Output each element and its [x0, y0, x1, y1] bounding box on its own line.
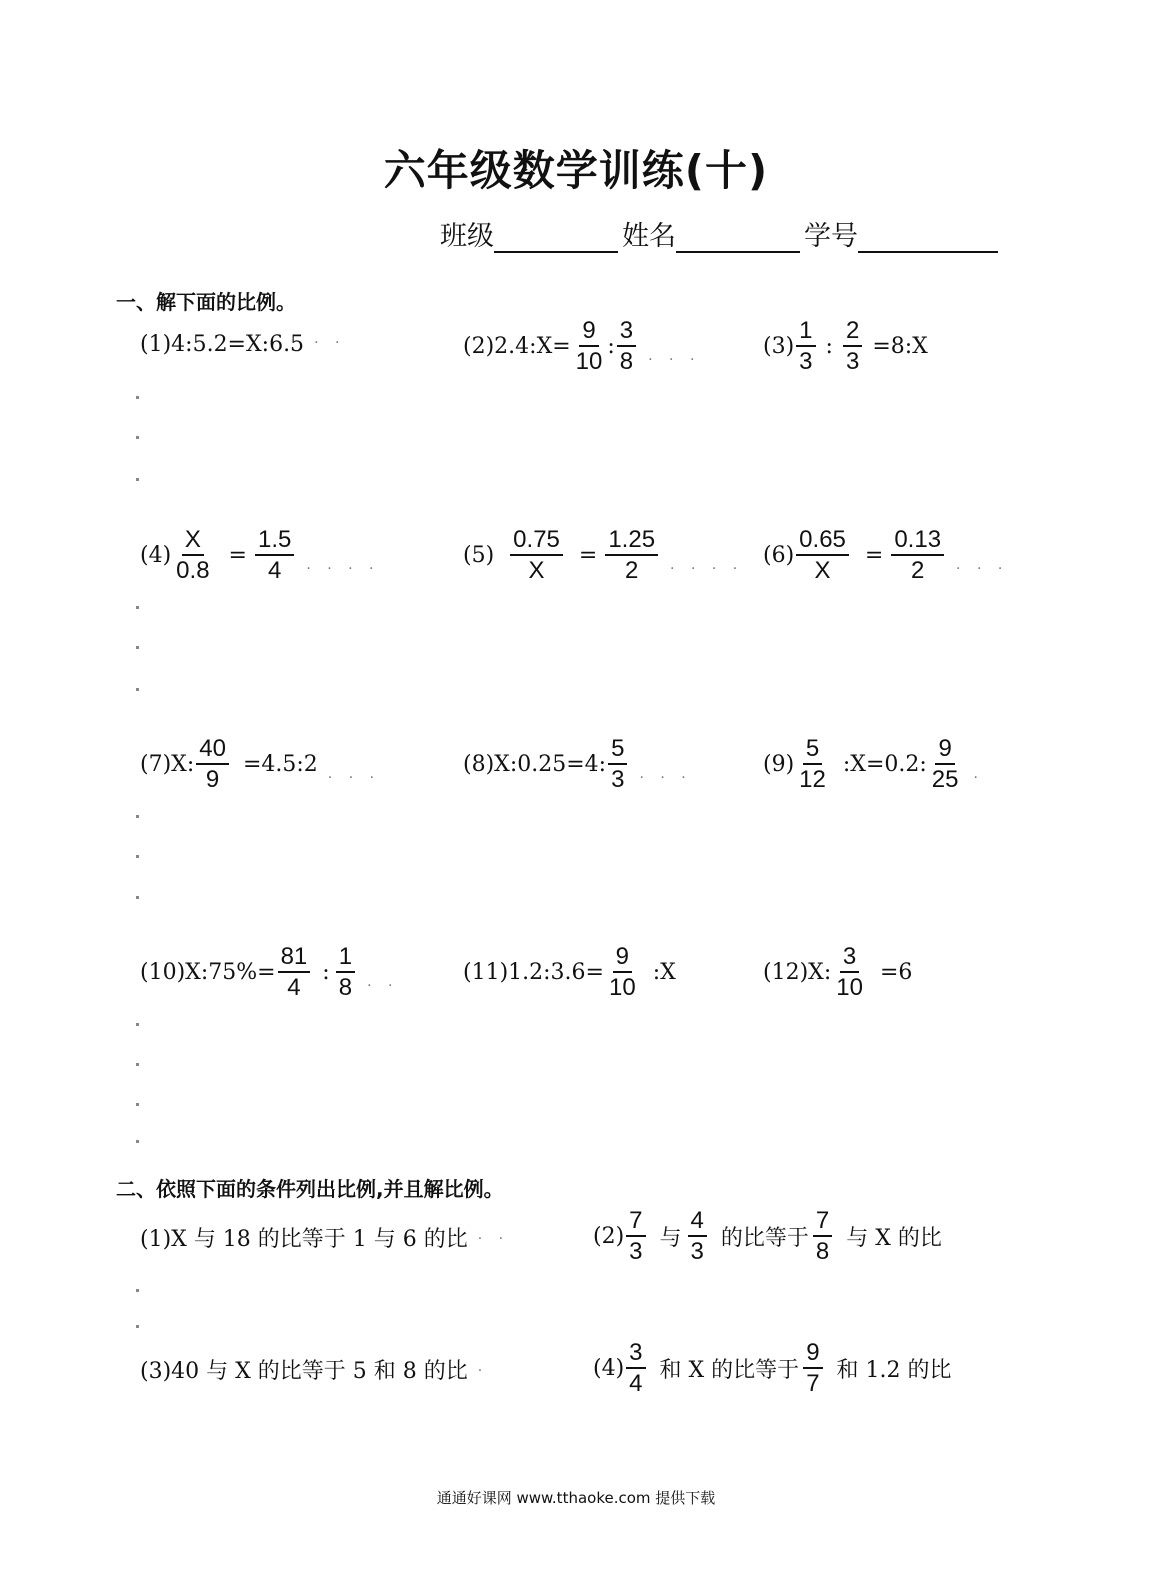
- fraction: $\frac{81}{4}$: [278, 944, 311, 1000]
- problem-2-3: (3)40 与 X 的比等于 5 和 8 的比 ·: [140, 1359, 489, 1384]
- margin-tick: [136, 396, 139, 399]
- margin-tick: [136, 1023, 139, 1026]
- fraction: $\frac{5}{12}$: [799, 735, 826, 794]
- problem-2-1: (1)X 与 18 的比等于 1 与 6 的比 · ·: [140, 1227, 510, 1252]
- problem-6: (6) $\frac{0.65}{X}$ = $\frac{0.13}{2}$ · · ·: [763, 526, 1009, 585]
- margin-tick: [136, 646, 139, 649]
- fraction: $\frac{1}{3}$: [796, 318, 815, 374]
- dot-leader: · · ·: [639, 770, 692, 787]
- margin-tick: [136, 688, 139, 691]
- section-2-heading: 二、依照下面的条件列出比例,并且解比例。: [116, 1177, 504, 1201]
- fraction: $\frac{3}{8}$: [617, 318, 636, 374]
- margin-tick: [136, 1063, 139, 1066]
- dot-leader: ·: [973, 770, 984, 787]
- problem-8: (8)X:0.25=4: $\frac{5}{3}$ · · ·: [463, 735, 692, 794]
- dot-leader: · · · ·: [670, 561, 744, 578]
- fraction: $\frac{7}{3}$: [626, 1208, 645, 1264]
- student-info-row: [440, 214, 1002, 253]
- dot-leader: · · ·: [648, 352, 701, 369]
- fraction: $\frac{1.5}{4}$: [255, 527, 294, 583]
- number-label: 学号: [804, 221, 858, 252]
- fraction: $\frac{0.13}{2}$: [891, 527, 944, 583]
- fraction: $\frac{40}{9}$: [196, 736, 229, 792]
- problem-5: (5) $\frac{0.75}{X}$ = $\frac{1.25}{2}$ · · · ·: [463, 526, 744, 585]
- fraction: $\frac{3}{10}$: [836, 943, 863, 1002]
- dot-leader: · ·: [314, 335, 346, 351]
- problem-11: (11)1.2:3.6= $\frac{9}{10}$ :X: [463, 943, 676, 1002]
- dot-leader: · · ·: [956, 561, 1009, 578]
- section-1-heading: 一、解下面的比例。: [116, 290, 296, 314]
- problem-3: (3) $\frac{1}{3}$ : $\frac{2}{3}$ =8:X: [763, 317, 928, 376]
- fraction: $\frac{1}{8}$: [336, 944, 355, 1000]
- fraction: $\frac{5}{3}$: [608, 736, 627, 792]
- margin-tick: [136, 855, 139, 858]
- margin-tick: [136, 815, 139, 818]
- class-label: 班级: [440, 221, 494, 252]
- problem-2: (2)2.4:X= $\frac{9}{10}$ : $\frac{3}{8}$ · · ·: [463, 317, 701, 376]
- dot-leader: ·: [477, 1363, 489, 1379]
- name-blank[interactable]: [676, 225, 800, 253]
- margin-tick: [136, 896, 139, 899]
- fraction: $\frac{4}{3}$: [688, 1208, 707, 1264]
- fraction: $\frac{1.25}{2}$: [605, 527, 658, 583]
- problem-10: (10)X:75%= $\frac{81}{4}$ : $\frac{1}{8}$ · ·: [140, 943, 399, 1002]
- fraction: $\frac{9}{25}$: [931, 735, 959, 794]
- dot-leader: · · ·: [327, 770, 381, 787]
- dot-leader: · ·: [477, 1231, 510, 1247]
- page-title: 六年级数学训练(十): [383, 146, 769, 195]
- problem-2-4: (4) $\frac{3}{4}$ 和 X 的比等于 $\frac{9}{7}$ 和 1.2 的比: [593, 1339, 952, 1398]
- fraction: $\frac{0.65}{X}$: [796, 527, 849, 583]
- fraction: $\frac{9}{10}$: [608, 943, 636, 1002]
- margin-tick: [136, 1140, 139, 1143]
- fraction: $\frac{9}{10}$: [575, 317, 603, 376]
- fraction: $\frac{7}{8}$: [813, 1208, 832, 1264]
- margin-tick: [136, 436, 139, 439]
- margin-tick: [136, 1289, 139, 1292]
- fraction: $\frac{0.75}{X}$: [510, 527, 563, 583]
- problem-12: (12)X: $\frac{3}{10}$ =6: [763, 943, 913, 1002]
- problem-7: (7)X: $\frac{40}{9}$ =4.5:2 · · ·: [140, 735, 381, 794]
- problem-2-2: (2) $\frac{7}{3}$ 与 $\frac{4}{3}$ 的比等于 $\frac{7}{8}$ 与 X 的比: [593, 1207, 942, 1266]
- margin-tick: [136, 606, 139, 609]
- dot-leader: · ·: [367, 978, 399, 995]
- problem-4: (4) $\frac{X}{0.8}$ = $\frac{1.5}{4}$ · · · ·: [140, 526, 380, 585]
- dot-leader: · · · ·: [306, 561, 380, 578]
- fraction: $\frac{2}{3}$: [843, 318, 862, 374]
- problem-1: (1)4:5.2=X:6.5 · ·: [140, 332, 346, 357]
- fraction: $\frac{X}{0.8}$: [176, 526, 210, 585]
- fraction: $\frac{3}{4}$: [626, 1340, 645, 1396]
- problem-9: (9) $\frac{5}{12}$ :X=0.2: $\frac{9}{25}$ ·: [763, 735, 984, 794]
- class-blank[interactable]: [494, 225, 618, 253]
- margin-tick: [136, 1325, 139, 1328]
- number-blank[interactable]: [858, 225, 998, 253]
- fraction: $\frac{9}{7}$: [803, 1340, 822, 1396]
- margin-tick: [136, 478, 139, 481]
- page-footer: 通通好课网 www.tthaoke.com 提供下载: [436, 1489, 716, 1507]
- margin-tick: [136, 1103, 139, 1106]
- name-label: 姓名: [622, 221, 676, 252]
